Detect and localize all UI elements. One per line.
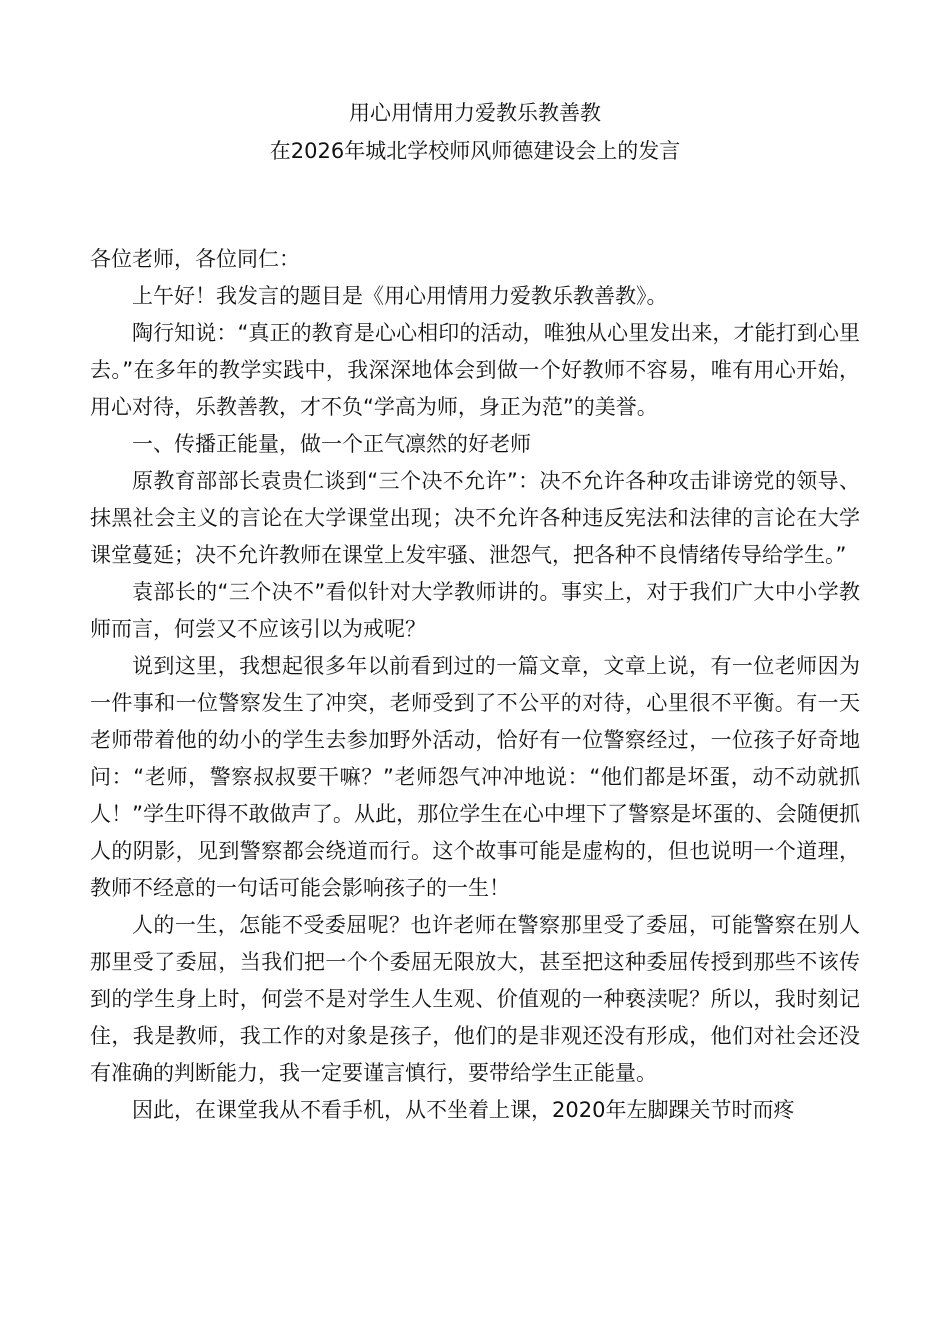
- document-title: 用心用情用力爱教乐教善教: [349, 101, 601, 125]
- paragraph-classroom: 因此，在课堂我从不看手机，从不坐着上课，2020年左脚踝关节时而疼: [132, 1098, 795, 1122]
- document-subtitle: 在2026年城北学校师风师德建设会上的发言: [269, 139, 681, 163]
- title-block: [0, 94, 950, 170]
- salutation: 各位老师，各位同仁：: [90, 247, 300, 271]
- paragraph-story: 说到这里，我想起很多年以前看到过的一篇文章，文章上说，有一位老师因为一件事和一位警察发生了冲突，老师受到了不公平的对待，心里很不平衡。有一天老师带着他的幼小的学生去参加野外活动，恰好有一位警察经过，一位孩子好奇地问：“老师，警察叔叔要干嘛？”老师怨气冲冲地说：“他们都是坏蛋，动不动就抓人！”学生吓得不敢做声了。从此，那位学生在心中埋下了警察是坏蛋的、会随便抓人的阴影，见到警察都会绕道而行。这个故事可能是虚构的，但也说明一个道理，教师不经意的一句话可能会影响孩子的一生！: [90, 654, 860, 900]
- paragraph-reflection: 袁部长的“三个决不”看似针对大学教师讲的。事实上，对于我们广大中小学教师而言，何尝又不应该引以为戒呢？: [90, 580, 860, 641]
- paragraph-three-rules: 原教育部部长袁贵仁谈到“三个决不允许”：决不允许各种攻击诽谤党的领导、抹黑社会主义的言论在大学课堂出现；决不允许各种违反宪法和法律的言论在大学课堂蔓延；决不允许教师在课堂上发牢骚、泄怨气，把各种不良情绪传导给学生。”: [90, 469, 860, 567]
- paragraph-greeting: 上午好！我发言的题目是《用心用情用力爱教乐教善教》。: [132, 284, 668, 308]
- paragraph-quote: 陶行知说：“真正的教育是心心相印的活动，唯独从心里发出来，才能打到心里去。”在多年的教学实践中，我深深地体会到做一个好教师不容易，唯有用心开始，用心对待，乐教善教，才不负“学高为师，身正为范”的美誉。: [90, 321, 860, 419]
- paragraph-grievance: 人的一生，怎能不受委屈呢？也许老师在警察那里受了委屈，可能警察在别人那里受了委屈，当我们把一个个委屈无限放大，甚至把这种委屈传授到那些不该传到的学生身上时，何尝不是对学生人生观、价值观的一种亵渎呢？所以，我时刻记住，我是教师，我工作的对象是孩子，他们的是非观还没有形成，他们对社会还没有准确的判断能力，我一定要谨言慎行，要带给学生正能量。: [90, 913, 860, 1085]
- document-body: [90, 241, 860, 1129]
- section-heading-1: 一、传播正能量，做一个正气凛然的好老师: [132, 432, 531, 456]
